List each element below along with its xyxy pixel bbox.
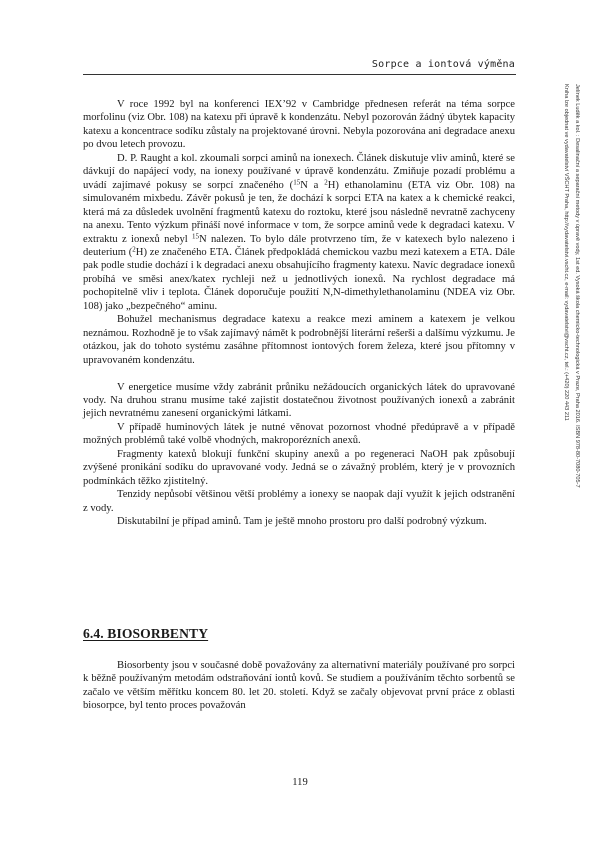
side-note <box>561 84 582 644</box>
side-note-line: Jelínek Luděk a kol. : Desalinační a separační metody v úpravě vody, 1st ed. Vysoká škola chemicko-technologická v Praze, Praha 2016. ISBN 978-80-7080-705-7 <box>574 84 580 488</box>
superscript: 15 <box>293 178 301 187</box>
paragraph: Tenzidy nepůsobí většinou větší problémy a ionexy se naopak dají využít k jejich odstranění z vody. <box>83 489 515 514</box>
section-heading: 6.4. BIOSORBENTY <box>83 626 209 641</box>
paragraph-text: N nalezen. To bylo dále protvrzeno tím, že v katexech bylo nalezeno i deuterium ( <box>83 233 516 258</box>
paragraph-text: N a <box>300 179 325 191</box>
superscript: 15 <box>192 232 199 241</box>
superscript: 2 <box>324 178 328 187</box>
page-number: 119 <box>292 777 308 788</box>
section-text <box>83 659 515 713</box>
paragraph: V roce 1992 byl na konferenci IEX’92 v Cambridge přednesen referát na téma sorpce morfolinu (viz Obr. 108) na katexu při úpravě k kondenzátu. Nebyl pozorován žádný úbytek kapacity katexu a koncentrace sodíku zůstaly na projektované úrovni. Nebyla pozorována ani degradace anexu po dvou letech provozu. <box>83 99 515 151</box>
paragraph-text: H) ze značeného ETA. Článek předpokládá chemickou vazbu mezi katexem a ETA. Dále pak podle studie dochází i k degradaci anexu obsahujícího fragmenty katexu. Navíc degradace ionexů probíhá ve směsi anex/katex rychleji než u jednotlivých ionexů. Na rychlost degradace má pochopitelně vliv i teplota. Článek doporučuje použití N,N-dimethylethanolaminu (NDEA viz Obr. 108) jako „bezpečného“ aminu. <box>83 246 515 312</box>
paragraph: Biosorbenty jsou v současné době považovány za alternativní materiály používané pro sorpci k běžně používaným metodám odstraňování iontů kovů. Se studiem a používáním těchto sorbentů se začalo ve větším měřítku koncem 80. let 20. století. Když se začaly objevovat první práce z oblasti biosorpce, byl tento proces považován <box>83 660 515 712</box>
paragraph: V případě huminových látek je nutné věnovat pozornost vhodné předúpravě a v případě možných problémů také volbě vhodných, makroporézních anexů. <box>83 421 515 447</box>
header-rule <box>83 74 516 75</box>
paragraph: Bohužel mechanismus degradace katexu a reakce mezi aminem a katexem je velkou neznámou. Rozhodně je to však zajímavý námět k podrobnější literární rešerši a dalšímu výzkumu. Je otázkou, jak do tohoto systému zasáhne přítomnost iontových forem železa, které jsou přítomny v upravovaném kondenzátu. <box>83 314 515 366</box>
side-note-line: Kniha lze objednat ve vydavatelství VŠCHT Praha, http://vydavatelstvi.vscht.cz, e-mail: vydavatelstvi@vscht.cz, tel.: (+420) 220 443 211 <box>563 84 570 421</box>
paragraph: Fragmenty katexů blokují funkční skupiny anexů a po regeneraci NaOH pak způsobují zvýšené pronikání sodíku do upravované vody. Jedná se o závažný problém, který je v provozních podmínkách těžko zjistitelný. <box>83 448 515 487</box>
running-header: Sorpce a iontová výměna <box>371 59 515 70</box>
body-text <box>83 98 515 528</box>
paragraph <box>83 152 515 313</box>
paragraph: V energetice musíme vždy zabránit průniku nežádoucích organických látek do upravované vody. Na druhou stranu musíme také zajistit dostatečnou životnost používaných ionexů a zabránit jejich nevratnému zanesení organickými látkami. <box>83 381 515 420</box>
superscript: 2 <box>132 245 136 254</box>
paragraph: Diskutabilní je případ aminů. Tam je ještě mnoho prostoru pro další podrobný výzkum. <box>117 516 487 528</box>
paragraph-text: D. P. Raught a kol. zkoumali sorpci aminů na ionexech. Článek diskutuje vliv aminů, které se dávkují do napájecí vody, na ionexy používané v úpravě kondenzátu. Zmiňuje pozadí problému a uvádí zajímavé pokusy se sorpcí značeného ( <box>83 152 515 191</box>
paragraph-text: H) ethanolaminu (ETA viz Obr. 108) na simulovaném mixbedu. Závěr pokusů je ten, že dochází k sorpci ETA na katex a k chemické reakci, která má za důsledek uvolnění fragmentů katexu do roztoku, které jsou následně nevratně zachyceny na anexu. Tento výzkum přináší nové informace v tom, že sorpce aminů vede k degradaci katexu. V extraktu z ionexů nebyl <box>83 179 515 245</box>
